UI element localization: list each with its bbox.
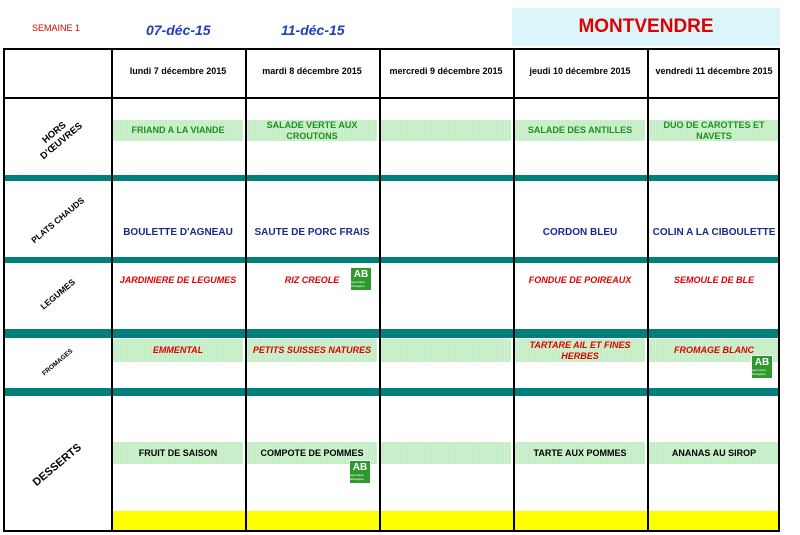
day-header-friday: vendredi 11 décembre 2015 — [655, 66, 773, 76]
organic-ab-caption: agriculture biologique — [350, 473, 365, 481]
menu-item: BOULETTE D'AGNEAU — [123, 226, 233, 238]
menu-item: TARTARE AIL ET FINES HERBES — [529, 339, 631, 361]
menu-item: EMMENTAL — [152, 345, 204, 355]
day-header-thursday: jeudi 10 décembre 2015 — [529, 66, 631, 76]
category-hors-doeuvres: HORS D'ŒUVRES — [38, 119, 85, 162]
category-legumes: LEGUMES — [38, 276, 77, 311]
menu-item — [381, 117, 511, 144]
school-name — [512, 8, 780, 46]
menu-item: COMPOTE DE POMMES — [260, 447, 364, 458]
category-desserts: DESSERTS — [31, 440, 85, 489]
menu-item: FRUIT DE SAISON — [138, 447, 218, 458]
category-cell-hors-doeuvres — [10, 112, 106, 162]
menu-item: RIZ CREOLE — [284, 274, 340, 285]
menu-item: FONDUE DE POIREAUX — [528, 274, 632, 285]
menu-item: SAUTE DE PORC FRAIS — [254, 226, 370, 238]
menu-item — [381, 339, 511, 362]
school-name-text: MONTVENDRE — [578, 16, 714, 37]
date-from: 07-déc-15 — [146, 22, 211, 38]
day-header-monday: lundi 7 décembre 2015 — [129, 66, 227, 76]
date-to: 11-déc-15 — [281, 22, 345, 38]
category-cell-legumes — [10, 274, 106, 314]
category-plats-chauds: PLATS CHAUDS — [29, 194, 87, 245]
menu-item: DUO DE CAROTTES ET NAVETS — [663, 119, 765, 141]
menu-item — [381, 272, 511, 288]
menu-item: FRIAND A LA VIANDE — [131, 125, 225, 135]
category-cell-fromages — [10, 342, 106, 382]
category-cell-desserts — [10, 440, 106, 490]
day-header-tuesday: mardi 8 décembre 2015 — [262, 66, 362, 76]
organic-ab-caption: agriculture biologique — [351, 280, 366, 288]
menu-item: JARDINIERE DE LEGUMES — [119, 274, 237, 285]
category-cell-plats-chauds — [10, 195, 106, 245]
organic-ab-caption: agriculture biologique — [752, 368, 767, 376]
organic-ab-label: AB — [353, 269, 369, 280]
menu-item: ANANAS AU SIROP — [671, 447, 757, 458]
menu-item: SALADE DES ANTILLES — [527, 125, 633, 135]
organic-ab-label: AB — [352, 462, 368, 473]
week-label: SEMAINE 1 — [32, 23, 81, 33]
menu-item: SALADE VERTE AUX CROUTONS — [266, 119, 358, 141]
menu-item: TARTE AUX POMMES — [533, 447, 627, 458]
organic-ab-icon — [350, 267, 372, 291]
header-divider — [3, 97, 780, 99]
organic-ab-icon — [751, 355, 773, 379]
menu-item: SEMOULE DE BLE — [673, 274, 754, 285]
category-fromages: FROMAGES — [41, 347, 75, 377]
menu-item: PETITS SUISSES NATURES — [252, 345, 372, 355]
menu-item: COLIN A LA CIBOULETTE — [652, 226, 776, 238]
day-header-wednesday: mercredi 9 décembre 2015 — [389, 66, 503, 76]
menu-item: FROMAGE BLANC — [674, 345, 754, 355]
organic-ab-label: AB — [754, 357, 770, 368]
menu-item: CORDON BLEU — [542, 226, 618, 238]
organic-ab-icon — [349, 460, 371, 484]
menu-item — [381, 442, 511, 464]
menu-item — [381, 222, 511, 242]
